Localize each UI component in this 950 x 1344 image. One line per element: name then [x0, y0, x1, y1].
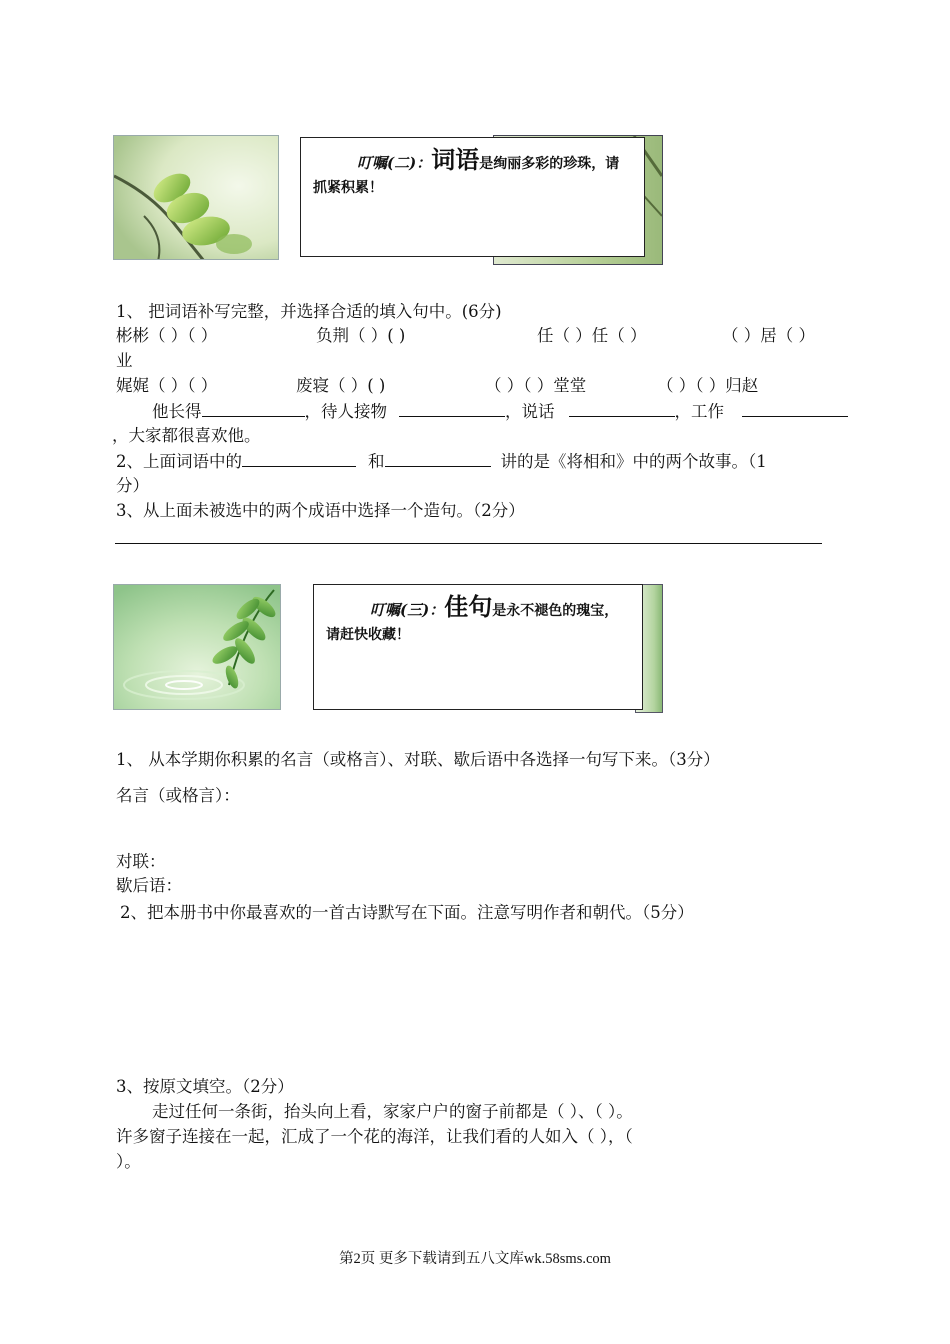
s2-xiehouyu-label: 歇后语：	[116, 876, 182, 895]
sentence-part-2: ，待人接物	[304, 402, 387, 421]
blank-3[interactable]	[569, 399, 675, 417]
s1-word-4: （ ）居（ ）	[722, 326, 815, 345]
tip-text: 是绚丽多彩的珍珠，请抓紧积累！	[313, 156, 620, 196]
q2-part-a: 2、上面词语中的	[116, 452, 242, 471]
s1-question-3: 3、从上面未被选中的两个成语中选择一个造句。（2分）	[116, 501, 525, 520]
s1-sentence-end: ，大家都很喜欢他。	[112, 426, 261, 445]
blank-4[interactable]	[742, 399, 848, 417]
s1-word-4-wrap: 业	[116, 351, 133, 370]
banner-1	[113, 135, 661, 263]
s1-question-2-wrap: 分）	[116, 476, 149, 495]
blank-2[interactable]	[399, 399, 505, 417]
q2-part-b: 和	[368, 452, 385, 471]
tip-keyword: 佳句	[444, 593, 493, 621]
s2-passage-line-2: 许多窗子连接在一起，汇成了一个花的海洋，让我们看的人如入（ ），（	[116, 1127, 633, 1146]
blank-5[interactable]	[242, 449, 356, 467]
s1-question-2	[116, 449, 767, 474]
banner-2	[113, 584, 661, 711]
s1-word-3: 任（ ）任（ ）	[537, 326, 647, 345]
s1-word-8: （ ）（ ）归赵	[657, 376, 759, 395]
s1-word-1: 彬彬（ ）（ ）	[116, 326, 218, 345]
page-footer: 第2页 更多下载请到五八文库wk.58sms.com	[339, 1251, 611, 1267]
s2-passage-line-3: ）。	[116, 1152, 141, 1171]
leaf-water-image	[113, 584, 281, 710]
s1-question-1: 1、 把词语补写完整，并选择合适的填入句中。(6分)	[116, 302, 502, 321]
blank-6[interactable]	[385, 449, 491, 467]
s2-motto-label: 名言（或格言）：	[116, 786, 240, 805]
tip-box-3	[313, 584, 643, 710]
tip-keyword: 词语	[431, 146, 480, 174]
sentence-part-3: ，说话	[505, 402, 555, 421]
s2-question-2: 2、把本册书中你最喜欢的一首古诗默写在下面。注意写明作者和朝代。（5分）	[120, 903, 694, 922]
sentence-part-4: ，工作	[674, 402, 724, 421]
s1-word-6: 废寝（ ）( )	[296, 376, 386, 395]
answer-line[interactable]	[115, 543, 822, 544]
tip-lead: 叮嘱(二)：	[357, 154, 432, 172]
tip-box-2	[300, 137, 645, 257]
tip-text: 是永不褪色的瑰宝，请赶快收藏！	[326, 603, 619, 643]
s1-word-7: （ ）（ ）堂堂	[485, 376, 587, 395]
s1-sentence	[152, 399, 848, 424]
tip-lead: 叮嘱(三)：	[370, 601, 445, 619]
s2-passage-line-1: 走过任何一条街，抬头向上看，家家户户的窗子前都是（ ）、（ ）。	[152, 1102, 633, 1121]
s1-word-5: 娓娓（ ）（ ）	[116, 376, 218, 395]
sentence-part-1: 他长得	[152, 402, 202, 421]
leaf-branch-image	[113, 135, 279, 260]
s2-question-3: 3、按原文填空。（2分）	[116, 1077, 294, 1096]
s2-question-1: 1、 从本学期你积累的名言（或格言）、对联、歇后语中各选择一句写下来。（3分）	[116, 750, 720, 769]
s1-word-2: 负荆（ ）( )	[316, 326, 406, 345]
blank-1[interactable]	[202, 399, 305, 417]
q2-part-c: 讲的是《将相和》中的两个故事。（1	[500, 452, 767, 471]
s2-couplet-label: 对联：	[116, 852, 166, 871]
